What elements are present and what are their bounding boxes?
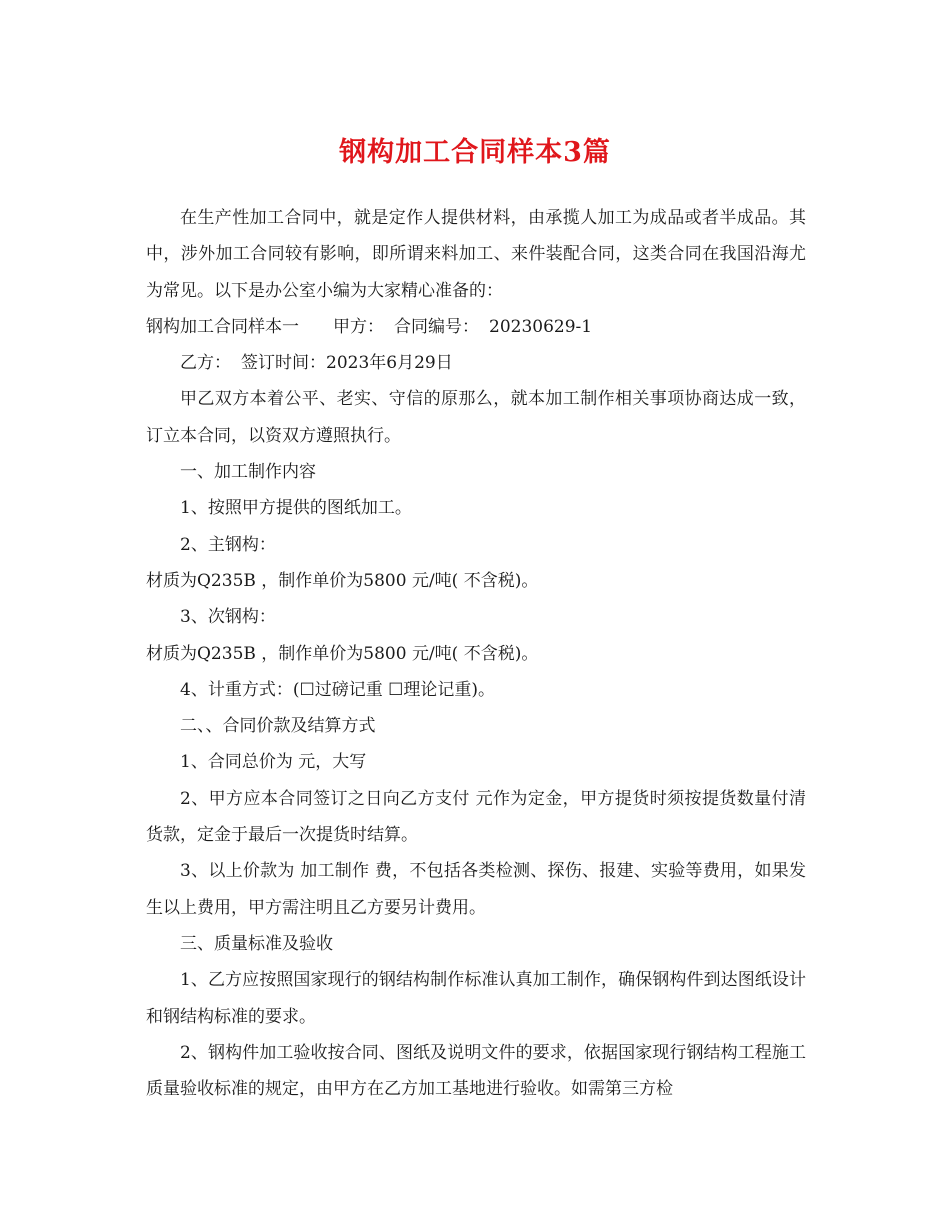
paragraph: 3、以上价款为 加工制作 费，不包括各类检测、探伤、报建、实验等费用，如果发生以上费用，甲方需注明且乙方要另计费用。 <box>146 861 806 918</box>
section-heading: 三、质量标准及验收 <box>180 933 333 954</box>
paragraph: 2、甲方应本合同签订之日向乙方支付 元作为定金，甲方提货时须按提货数量付清货款，定金于最后一次提货时结算。 <box>146 788 806 846</box>
sign-time: 2023年6月29日 <box>326 353 453 374</box>
sample-name: 钢构加工合同样本一 <box>146 316 299 337</box>
section-heading: 二、、合同价款及结算方式 <box>180 716 376 737</box>
sign-info-line <box>146 345 806 381</box>
section-heading: 一、加工制作内容 <box>180 462 316 483</box>
paragraph: 4、计重方式：(☐过磅记重 ☐理论记重)。 <box>180 679 495 700</box>
party-b-label: 乙方： <box>180 353 231 374</box>
paragraph: 3、次钢构： <box>180 607 276 628</box>
sign-time-label: 签订时间： <box>241 353 326 374</box>
paragraph: 2、钢构件加工验收按合同、图纸及说明文件的要求，依据国家现行钢结构工程施工质量验收标准的规定，由甲方在乙方加工基地进行验收。如需第三方检 <box>146 1042 806 1100</box>
paragraph: 1、乙方应按照国家现行的钢结构制作标准认真加工制作，确保钢构件到达图纸设计和钢结构标准的要求。 <box>146 970 806 1027</box>
contract-info-line <box>146 309 806 345</box>
party-a-label: 甲方： <box>333 316 384 337</box>
intro-paragraph: 在生产性加工合同中，就是定作人提供材料，由承揽人加工为成品或者半成品。其中，涉外加工合同较有影响，即所谓来料加工、来件装配合同，这类合同在我国沿海尤为常见。以下是办公室小编为大家精心准备的： <box>146 208 806 301</box>
contract-no: 20230629-1 <box>489 316 593 337</box>
paragraph: 1、按照甲方提供的图纸加工。 <box>180 498 412 519</box>
document-body <box>146 200 806 1107</box>
document-title: 钢构加工合同样本3篇 <box>339 137 611 168</box>
paragraph: 1、合同总价为 元，大写 <box>180 752 367 773</box>
paragraph: 2、主钢构： <box>180 534 276 555</box>
contract-no-label: 合同编号： <box>394 316 479 337</box>
paragraph: 材质为Q235B ，制作单价为5800 元/吨( 不含税)。 <box>146 643 539 664</box>
paragraph: 材质为Q235B ，制作单价为5800 元/吨( 不含税)。 <box>146 570 539 591</box>
paragraph: 甲乙双方本着公平、老实、守信的原那么，就本加工制作相关事项协商达成一致，订立本合同，以资双方遵照执行。 <box>146 389 806 446</box>
